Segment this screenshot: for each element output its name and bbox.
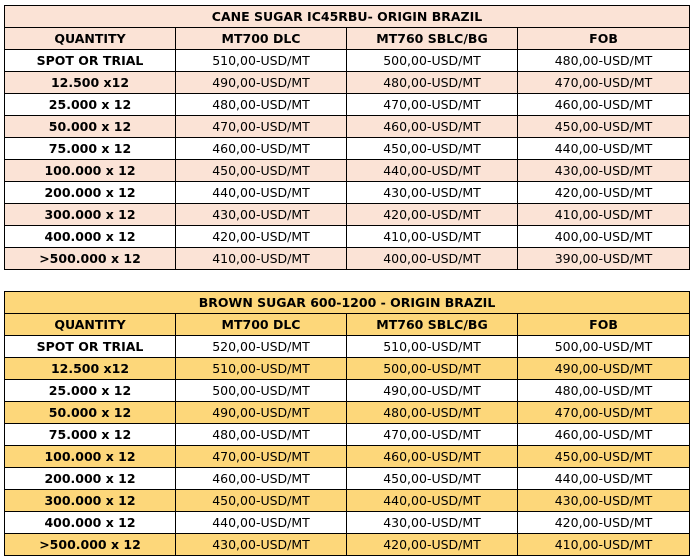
quantity-cell: 200.000 x 12 xyxy=(5,468,176,490)
quantity-cell: 50.000 x 12 xyxy=(5,402,176,424)
fob-price-cell: 460,00-USD/MT xyxy=(518,424,690,446)
quantity-cell: 100.000 x 12 xyxy=(5,160,176,182)
header-mt760-sblc-bg: MT760 SBLC/BG xyxy=(347,28,518,50)
quantity-cell: 400.000 x 12 xyxy=(5,512,176,534)
table-row xyxy=(5,336,690,358)
fob-price-cell: 400,00-USD/MT xyxy=(518,226,690,248)
table-row xyxy=(5,534,690,556)
fob-price-cell: 480,00-USD/MT xyxy=(518,50,690,72)
mt700-dlc-price-cell: 510,00-USD/MT xyxy=(176,50,347,72)
mt700-dlc-price-cell: 440,00-USD/MT xyxy=(176,512,347,534)
fob-price-cell: 430,00-USD/MT xyxy=(518,490,690,512)
mt700-dlc-price-cell: 450,00-USD/MT xyxy=(176,160,347,182)
cane-sugar-table-body xyxy=(5,6,690,270)
table-row xyxy=(5,50,690,72)
fob-price-cell: 480,00-USD/MT xyxy=(518,380,690,402)
mt760-sblc-bg-price-cell: 460,00-USD/MT xyxy=(347,116,518,138)
quantity-cell: SPOT OR TRIAL xyxy=(5,50,176,72)
fob-price-cell: 410,00-USD/MT xyxy=(518,204,690,226)
table-header-row xyxy=(5,314,690,336)
table-row xyxy=(5,116,690,138)
mt700-dlc-price-cell: 460,00-USD/MT xyxy=(176,468,347,490)
table-row xyxy=(5,380,690,402)
quantity-cell: 25.000 x 12 xyxy=(5,380,176,402)
table-row xyxy=(5,402,690,424)
quantity-cell: 200.000 x 12 xyxy=(5,182,176,204)
fob-price-cell: 390,00-USD/MT xyxy=(518,248,690,270)
fob-price-cell: 450,00-USD/MT xyxy=(518,446,690,468)
mt760-sblc-bg-price-cell: 460,00-USD/MT xyxy=(347,446,518,468)
fob-price-cell: 440,00-USD/MT xyxy=(518,138,690,160)
mt700-dlc-price-cell: 480,00-USD/MT xyxy=(176,94,347,116)
quantity-cell: SPOT OR TRIAL xyxy=(5,336,176,358)
table-row xyxy=(5,248,690,270)
mt760-sblc-bg-price-cell: 500,00-USD/MT xyxy=(347,50,518,72)
fob-price-cell: 420,00-USD/MT xyxy=(518,182,690,204)
mt760-sblc-bg-price-cell: 410,00-USD/MT xyxy=(347,226,518,248)
mt760-sblc-bg-price-cell: 480,00-USD/MT xyxy=(347,72,518,94)
fob-price-cell: 460,00-USD/MT xyxy=(518,94,690,116)
table-row xyxy=(5,512,690,534)
cane-sugar-price-table xyxy=(4,5,690,270)
fob-price-cell: 450,00-USD/MT xyxy=(518,116,690,138)
table-row xyxy=(5,424,690,446)
table-row xyxy=(5,358,690,380)
header-mt700-dlc: MT700 DLC xyxy=(176,28,347,50)
quantity-cell: 75.000 x 12 xyxy=(5,138,176,160)
table-row xyxy=(5,94,690,116)
mt700-dlc-price-cell: 480,00-USD/MT xyxy=(176,424,347,446)
table-title: CANE SUGAR IC45RBU- ORIGIN BRAZIL xyxy=(5,6,690,28)
fob-price-cell: 470,00-USD/MT xyxy=(518,72,690,94)
header-quantity: QUANTITY xyxy=(5,314,176,336)
mt760-sblc-bg-price-cell: 510,00-USD/MT xyxy=(347,336,518,358)
fob-price-cell: 500,00-USD/MT xyxy=(518,336,690,358)
fob-price-cell: 430,00-USD/MT xyxy=(518,160,690,182)
mt700-dlc-price-cell: 520,00-USD/MT xyxy=(176,336,347,358)
mt760-sblc-bg-price-cell: 420,00-USD/MT xyxy=(347,534,518,556)
mt700-dlc-price-cell: 430,00-USD/MT xyxy=(176,204,347,226)
mt700-dlc-price-cell: 510,00-USD/MT xyxy=(176,358,347,380)
table-row xyxy=(5,160,690,182)
quantity-cell: 100.000 x 12 xyxy=(5,446,176,468)
quantity-cell: 300.000 x 12 xyxy=(5,490,176,512)
brown-sugar-price-table xyxy=(4,291,690,556)
mt700-dlc-price-cell: 470,00-USD/MT xyxy=(176,446,347,468)
quantity-cell: 300.000 x 12 xyxy=(5,204,176,226)
mt760-sblc-bg-price-cell: 440,00-USD/MT xyxy=(347,160,518,182)
quantity-cell: 12.500 x12 xyxy=(5,72,176,94)
table-title-row xyxy=(5,6,690,28)
mt700-dlc-price-cell: 470,00-USD/MT xyxy=(176,116,347,138)
mt760-sblc-bg-price-cell: 430,00-USD/MT xyxy=(347,512,518,534)
fob-price-cell: 470,00-USD/MT xyxy=(518,402,690,424)
mt700-dlc-price-cell: 420,00-USD/MT xyxy=(176,226,347,248)
quantity-cell: 75.000 x 12 xyxy=(5,424,176,446)
mt760-sblc-bg-price-cell: 400,00-USD/MT xyxy=(347,248,518,270)
mt760-sblc-bg-price-cell: 470,00-USD/MT xyxy=(347,94,518,116)
header-fob: FOB xyxy=(518,28,690,50)
quantity-cell: >500.000 x 12 xyxy=(5,248,176,270)
table-row xyxy=(5,204,690,226)
header-fob: FOB xyxy=(518,314,690,336)
table-title-row xyxy=(5,292,690,314)
mt700-dlc-price-cell: 460,00-USD/MT xyxy=(176,138,347,160)
quantity-cell: 25.000 x 12 xyxy=(5,94,176,116)
table-row xyxy=(5,226,690,248)
quantity-cell: 12.500 x12 xyxy=(5,358,176,380)
mt700-dlc-price-cell: 430,00-USD/MT xyxy=(176,534,347,556)
table-row xyxy=(5,182,690,204)
mt760-sblc-bg-price-cell: 470,00-USD/MT xyxy=(347,424,518,446)
header-quantity: QUANTITY xyxy=(5,28,176,50)
table-row xyxy=(5,138,690,160)
mt760-sblc-bg-price-cell: 450,00-USD/MT xyxy=(347,468,518,490)
table-row xyxy=(5,490,690,512)
quantity-cell: 50.000 x 12 xyxy=(5,116,176,138)
table-title: BROWN SUGAR 600-1200 - ORIGIN BRAZIL xyxy=(5,292,690,314)
mt760-sblc-bg-price-cell: 450,00-USD/MT xyxy=(347,138,518,160)
brown-sugar-table-body xyxy=(5,292,690,556)
table-row xyxy=(5,446,690,468)
fob-price-cell: 410,00-USD/MT xyxy=(518,534,690,556)
mt700-dlc-price-cell: 440,00-USD/MT xyxy=(176,182,347,204)
fob-price-cell: 490,00-USD/MT xyxy=(518,358,690,380)
fob-price-cell: 420,00-USD/MT xyxy=(518,512,690,534)
mt760-sblc-bg-price-cell: 500,00-USD/MT xyxy=(347,358,518,380)
mt700-dlc-price-cell: 490,00-USD/MT xyxy=(176,72,347,94)
mt760-sblc-bg-price-cell: 480,00-USD/MT xyxy=(347,402,518,424)
quantity-cell: 400.000 x 12 xyxy=(5,226,176,248)
mt700-dlc-price-cell: 490,00-USD/MT xyxy=(176,402,347,424)
fob-price-cell: 440,00-USD/MT xyxy=(518,468,690,490)
mt700-dlc-price-cell: 410,00-USD/MT xyxy=(176,248,347,270)
header-mt760-sblc-bg: MT760 SBLC/BG xyxy=(347,314,518,336)
header-mt700-dlc: MT700 DLC xyxy=(176,314,347,336)
mt760-sblc-bg-price-cell: 430,00-USD/MT xyxy=(347,182,518,204)
mt760-sblc-bg-price-cell: 420,00-USD/MT xyxy=(347,204,518,226)
table-header-row xyxy=(5,28,690,50)
mt700-dlc-price-cell: 450,00-USD/MT xyxy=(176,490,347,512)
mt760-sblc-bg-price-cell: 440,00-USD/MT xyxy=(347,490,518,512)
table-row xyxy=(5,468,690,490)
table-row xyxy=(5,72,690,94)
quantity-cell: >500.000 x 12 xyxy=(5,534,176,556)
mt760-sblc-bg-price-cell: 490,00-USD/MT xyxy=(347,380,518,402)
mt700-dlc-price-cell: 500,00-USD/MT xyxy=(176,380,347,402)
